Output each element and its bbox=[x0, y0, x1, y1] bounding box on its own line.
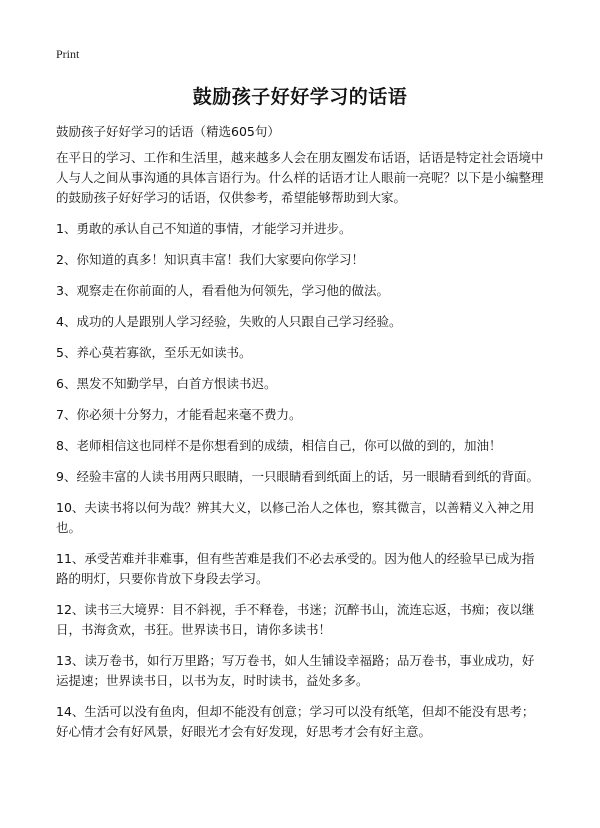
list-item: 3、观察走在你前面的人，看看他为何领先，学习他的做法。 bbox=[56, 283, 389, 298]
article-body bbox=[56, 148, 546, 753]
list-item: 7、你必须十分努力，才能看起来毫不费力。 bbox=[56, 407, 302, 422]
list-item: 2、你知道的真多！知识真丰富！我们大家要向你学习！ bbox=[56, 252, 364, 267]
article-subtitle: 鼓励孩子好好学习的话语（精选605句） bbox=[56, 124, 280, 139]
quote-list bbox=[56, 219, 546, 742]
article-intro: 在平日的学习、工作和生活里，越来越多人会在朋友圈发布话语，话语是特定社会语境中人与人之间从事沟通的具体言语行为。什么样的话语才让人眼前一亮呢？以下是小编整理的鼓励孩子好好学习的话语，仅供参考，希望能够帮助到大家。 bbox=[56, 150, 544, 205]
list-item: 6、黑发不知勤学早，白首方恨读书迟。 bbox=[56, 376, 277, 391]
list-item: 10、夫读书将以何为哉？辨其大义，以修己治人之体也，察其微言，以善精义入神之用也。 bbox=[56, 500, 535, 535]
list-item: 4、成功的人是跟别人学习经验，失败的人只跟自己学习经验。 bbox=[56, 314, 402, 329]
list-item: 14、生活可以没有鱼肉，但却不能没有创意；学习可以没有纸笔，但却不能没有思考；好心情才会有好风景，好眼光才会有好发现，好思考才会有好主意。 bbox=[56, 704, 535, 739]
list-item: 12、读书三大境界：目不斜视，手不释卷，书迷；沉醉书山，流连忘返，书痴；夜以继日，书海贪欢，书狂。世界读书日，请你多读书！ bbox=[56, 602, 535, 637]
list-item: 13、读万卷书，如行万里路；写万卷书，如人生铺设幸福路；品万卷书，事业成功，好运提速；世界读书日，以书为友，时时读书，益处多多。 bbox=[56, 653, 535, 688]
list-item: 9、经验丰富的人读书用两只眼睛，一只眼睛看到纸面上的话，另一眼睛看到纸的背面。 bbox=[56, 469, 539, 484]
page-title: 鼓励孩子好好学习的话语 bbox=[192, 86, 408, 108]
print-link[interactable]: Print bbox=[56, 47, 80, 61]
list-item: 5、养心莫若寡欲，至乐无如读书。 bbox=[56, 345, 252, 360]
list-item: 8、老师相信这也同样不是你想看到的成绩，相信自己，你可以做的到的，加油！ bbox=[56, 438, 502, 453]
list-item: 1、勇敢的承认自己不知道的事情，才能学习并进步。 bbox=[56, 221, 352, 236]
list-item: 11、承受苦难并非难事，但有些苦难是我们不必去承受的。因为他人的经验早已成为指路的明灯，只要你肯放下身段去学习。 bbox=[56, 551, 535, 586]
